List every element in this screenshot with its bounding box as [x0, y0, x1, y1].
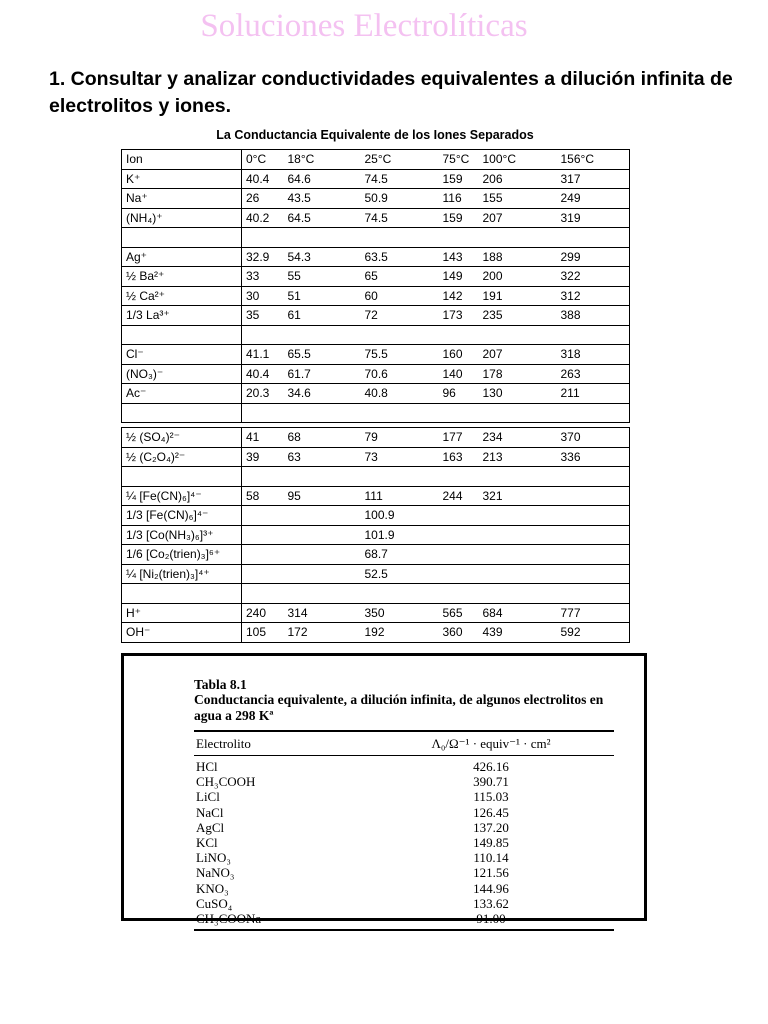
value-cell: [439, 584, 479, 604]
electrolyte-table-header: [194, 732, 614, 755]
value-cell: [479, 564, 557, 584]
value-cell: 350: [361, 603, 439, 623]
value-cell: [284, 564, 361, 584]
electrolyte-cell: NaNO₃: [196, 865, 235, 881]
electrolyte-cell: KCl: [196, 835, 218, 851]
table-row: [122, 467, 630, 487]
ion-cell: 1/3 [Fe(CN)₆]⁴⁻: [122, 506, 242, 526]
value-cell: [557, 525, 630, 545]
ion-cell: OH⁻: [122, 623, 242, 643]
value-cell: 177: [439, 428, 479, 448]
electrolyte-cell: CuSO₄: [196, 895, 233, 911]
value-cell: 249: [557, 189, 630, 209]
table-row: [122, 306, 630, 326]
value-cell: 70.6: [361, 364, 439, 384]
table-row: [122, 428, 630, 448]
ion-cell: Ag⁺: [122, 247, 242, 267]
value-cell: 33: [242, 267, 284, 287]
value-cell: 63: [284, 447, 361, 467]
table-row: [122, 325, 630, 345]
table-row: [194, 774, 614, 789]
ion-table-title: La Conductancia Equivalente de los Iones Separados: [216, 128, 534, 142]
value-cell: [284, 228, 361, 248]
value-cell: 263: [557, 364, 630, 384]
table-row: [194, 805, 614, 820]
value-cell: [557, 486, 630, 506]
ion-cell: (NO₃)⁻: [122, 364, 242, 384]
column-header: Ion: [122, 150, 242, 170]
value-cell: 244: [439, 486, 479, 506]
value-cell: [439, 564, 479, 584]
value-cell: 41.1: [242, 345, 284, 365]
value-cell: 116: [439, 189, 479, 209]
table-row: [194, 789, 614, 804]
ion-cell: K⁺: [122, 169, 242, 189]
value-cell: 439: [479, 623, 557, 643]
conductance-cell: 133.62: [473, 895, 509, 911]
value-cell: 68: [284, 428, 361, 448]
table-row: [122, 228, 630, 248]
value-cell: [284, 325, 361, 345]
value-cell: [479, 467, 557, 487]
electrolyte-table-body: [194, 759, 614, 926]
value-cell: [479, 545, 557, 565]
table-row: [122, 564, 630, 584]
value-cell: 64.5: [284, 208, 361, 228]
value-cell: [242, 525, 284, 545]
value-cell: 68.7: [361, 545, 439, 565]
value-cell: 130: [479, 384, 557, 404]
ion-cell: 1/3 La³⁺: [122, 306, 242, 326]
electrolyte-cell: CH₃COOH: [196, 774, 256, 790]
table-row: [122, 447, 630, 467]
value-cell: 40.8: [361, 384, 439, 404]
ion-cell: ½ Ca²⁺: [122, 286, 242, 306]
table-row: [122, 267, 630, 287]
ion-cell: [122, 584, 242, 604]
value-cell: 40.4: [242, 364, 284, 384]
value-cell: 319: [557, 208, 630, 228]
value-cell: 159: [439, 208, 479, 228]
value-cell: 322: [557, 267, 630, 287]
value-cell: [479, 506, 557, 526]
value-cell: 188: [479, 247, 557, 267]
value-cell: 61.7: [284, 364, 361, 384]
value-cell: 200: [479, 267, 557, 287]
electrolyte-table-caption: Conductancia equivalente, a dilución infinita, de algunos electrolitos en agua a 298 Kª: [194, 692, 604, 723]
table-row: [122, 345, 630, 365]
question-text: 1. Consultar y analizar conductividades equivalentes a dilución infinita de electrolitos y iones.: [49, 68, 733, 117]
electrolyte-table-image: [121, 653, 647, 927]
value-cell: [284, 584, 361, 604]
value-cell: [557, 467, 630, 487]
ion-cell: ½ (SO₄)²⁻: [122, 428, 242, 448]
value-cell: [439, 525, 479, 545]
ion-cell: Na⁺: [122, 189, 242, 209]
value-cell: 240: [242, 603, 284, 623]
value-cell: 149: [439, 267, 479, 287]
value-cell: 565: [439, 603, 479, 623]
table-row: [122, 169, 630, 189]
electrolyte-cell: KNO₃: [196, 880, 229, 896]
conductance-cell: 110.14: [473, 850, 509, 866]
value-cell: 235: [479, 306, 557, 326]
value-cell: 101.9: [361, 525, 439, 545]
value-cell: 35: [242, 306, 284, 326]
value-cell: 39: [242, 447, 284, 467]
value-cell: [242, 584, 284, 604]
value-cell: [479, 325, 557, 345]
value-cell: 777: [557, 603, 630, 623]
value-cell: 100.9: [361, 506, 439, 526]
table-row: [122, 189, 630, 209]
conductance-cell: 390.71: [473, 774, 509, 790]
value-cell: 142: [439, 286, 479, 306]
value-cell: 74.5: [361, 169, 439, 189]
ion-cell: [122, 467, 242, 487]
table-row: [194, 850, 614, 865]
table-row: [122, 525, 630, 545]
value-cell: [479, 584, 557, 604]
value-cell: 60: [361, 286, 439, 306]
conductance-cell: 115.03: [473, 789, 509, 805]
value-cell: 206: [479, 169, 557, 189]
value-cell: [557, 545, 630, 565]
value-cell: 160: [439, 345, 479, 365]
conductance-cell: 91.00: [476, 911, 506, 927]
value-cell: [439, 467, 479, 487]
value-cell: [479, 403, 557, 423]
value-cell: 61: [284, 306, 361, 326]
table-row: [194, 865, 614, 880]
value-cell: 191: [479, 286, 557, 306]
ion-cell: (NH₄)⁺: [122, 208, 242, 228]
table-row: [194, 911, 614, 926]
column-header: 75°C: [439, 150, 479, 170]
value-cell: 65: [361, 267, 439, 287]
table-row: [194, 759, 614, 774]
value-cell: 30: [242, 286, 284, 306]
ion-cell: [122, 403, 242, 423]
conductance-cell: 121.56: [473, 865, 509, 881]
value-cell: 50.9: [361, 189, 439, 209]
value-cell: 173: [439, 306, 479, 326]
value-cell: 96: [439, 384, 479, 404]
value-cell: 317: [557, 169, 630, 189]
conductance-cell: 149.85: [473, 835, 509, 851]
table-row: [122, 623, 630, 643]
value-cell: [242, 403, 284, 423]
value-cell: [439, 506, 479, 526]
value-cell: 211: [557, 384, 630, 404]
value-cell: [242, 228, 284, 248]
table-row: [122, 364, 630, 384]
conductance-cell: 137.20: [473, 819, 509, 835]
page-title: Soluciones Electrolíticas: [200, 8, 528, 44]
value-cell: [361, 584, 439, 604]
value-cell: 155: [479, 189, 557, 209]
value-cell: 64.6: [284, 169, 361, 189]
value-cell: [361, 403, 439, 423]
value-cell: [361, 228, 439, 248]
value-cell: [242, 545, 284, 565]
electrolyte-table-number: Tabla 8.1: [194, 677, 247, 692]
value-cell: 51: [284, 286, 361, 306]
table-row: [194, 881, 614, 896]
value-cell: 312: [557, 286, 630, 306]
value-cell: 318: [557, 345, 630, 365]
ion-cell: ¼ [Fe(CN)₆]⁴⁻: [122, 486, 242, 506]
table-header-row: [122, 150, 630, 170]
value-cell: 73: [361, 447, 439, 467]
table-row: [122, 603, 630, 623]
value-cell: 163: [439, 447, 479, 467]
table-row: [194, 896, 614, 911]
table-row: [122, 208, 630, 228]
value-cell: 63.5: [361, 247, 439, 267]
value-cell: 40.4: [242, 169, 284, 189]
value-cell: 43.5: [284, 189, 361, 209]
value-cell: [439, 403, 479, 423]
value-cell: 207: [479, 345, 557, 365]
value-cell: [242, 467, 284, 487]
ion-cell: ¼ [Ni₂(trien)₃]⁴⁺: [122, 564, 242, 584]
value-cell: [557, 403, 630, 423]
value-cell: 684: [479, 603, 557, 623]
value-cell: 234: [479, 428, 557, 448]
value-cell: 58: [242, 486, 284, 506]
value-cell: [361, 325, 439, 345]
value-cell: 20.3: [242, 384, 284, 404]
value-cell: 336: [557, 447, 630, 467]
value-cell: 370: [557, 428, 630, 448]
column-header: 18°C: [284, 150, 361, 170]
value-cell: 213: [479, 447, 557, 467]
value-cell: [557, 228, 630, 248]
value-cell: 41: [242, 428, 284, 448]
value-cell: 54.3: [284, 247, 361, 267]
value-cell: 34.6: [284, 384, 361, 404]
table-row: [194, 835, 614, 850]
ion-cell: ½ (C₂O₄)²⁻: [122, 447, 242, 467]
electrolyte-cell: HCl: [196, 759, 218, 774]
value-cell: [439, 228, 479, 248]
table-row: [122, 384, 630, 404]
value-cell: [284, 403, 361, 423]
value-cell: 40.2: [242, 208, 284, 228]
value-cell: [284, 506, 361, 526]
value-cell: 592: [557, 623, 630, 643]
ion-table-part-1: [121, 149, 630, 423]
value-cell: 143: [439, 247, 479, 267]
value-cell: 178: [479, 364, 557, 384]
column-header: 156°C: [557, 150, 630, 170]
ion-cell: ½ Ba²⁺: [122, 267, 242, 287]
value-cell: [557, 325, 630, 345]
electrolyte-cell: LiCl: [196, 789, 220, 805]
table-row: [122, 545, 630, 565]
ion-cell: Ac⁻: [122, 384, 242, 404]
table-row: [122, 286, 630, 306]
value-cell: [284, 467, 361, 487]
table-row: [122, 403, 630, 423]
column-header: 25°C: [361, 150, 439, 170]
value-cell: [361, 467, 439, 487]
value-cell: 140: [439, 364, 479, 384]
value-cell: [242, 564, 284, 584]
conductance-cell: 126.45: [473, 804, 509, 820]
value-cell: 74.5: [361, 208, 439, 228]
value-cell: 55: [284, 267, 361, 287]
ion-cell: [122, 228, 242, 248]
ion-cell: H⁺: [122, 603, 242, 623]
value-cell: 321: [479, 486, 557, 506]
ion-cell: 1/6 [Co₂(trien)₃]⁶⁺: [122, 545, 242, 565]
col-conductance: Λ₀/Ω⁻¹ · equiv⁻¹ · cm²: [431, 736, 551, 751]
value-cell: 65.5: [284, 345, 361, 365]
value-cell: 32.9: [242, 247, 284, 267]
table-row: [194, 820, 614, 835]
value-cell: [242, 506, 284, 526]
value-cell: 388: [557, 306, 630, 326]
value-cell: [557, 584, 630, 604]
value-cell: 52.5: [361, 564, 439, 584]
value-cell: 95: [284, 486, 361, 506]
value-cell: 105: [242, 623, 284, 643]
value-cell: 159: [439, 169, 479, 189]
value-cell: [284, 525, 361, 545]
electrolyte-cell: AgCl: [196, 819, 225, 835]
ion-cell: [122, 325, 242, 345]
ion-cell: 1/3 [Co(NH₃)₆]³⁺: [122, 525, 242, 545]
electrolyte-cell: LiNO₃: [196, 850, 231, 866]
value-cell: 299: [557, 247, 630, 267]
value-cell: 79: [361, 428, 439, 448]
table-row: [122, 506, 630, 526]
table-row: [122, 584, 630, 604]
value-cell: 75.5: [361, 345, 439, 365]
value-cell: 207: [479, 208, 557, 228]
col-electrolyte: Electrolito: [196, 736, 251, 751]
value-cell: 111: [361, 486, 439, 506]
value-cell: [557, 564, 630, 584]
value-cell: [242, 325, 284, 345]
table-row: [122, 247, 630, 267]
value-cell: 172: [284, 623, 361, 643]
value-cell: [557, 506, 630, 526]
value-cell: [439, 325, 479, 345]
value-cell: 360: [439, 623, 479, 643]
value-cell: [479, 228, 557, 248]
electrolyte-cell: NaCl: [196, 804, 224, 820]
column-header: 100°C: [479, 150, 557, 170]
ion-table-part-2: [121, 427, 630, 643]
value-cell: 192: [361, 623, 439, 643]
conductance-cell: 426.16: [473, 759, 509, 774]
value-cell: 26: [242, 189, 284, 209]
column-header: 0°C: [242, 150, 284, 170]
value-cell: [479, 525, 557, 545]
value-cell: [284, 545, 361, 565]
value-cell: 72: [361, 306, 439, 326]
table-row: [122, 486, 630, 506]
value-cell: [439, 545, 479, 565]
conductance-cell: 144.96: [473, 880, 509, 896]
ion-cell: Cl⁻: [122, 345, 242, 365]
electrolyte-cell: CH₃COONa: [196, 911, 262, 927]
value-cell: 314: [284, 603, 361, 623]
